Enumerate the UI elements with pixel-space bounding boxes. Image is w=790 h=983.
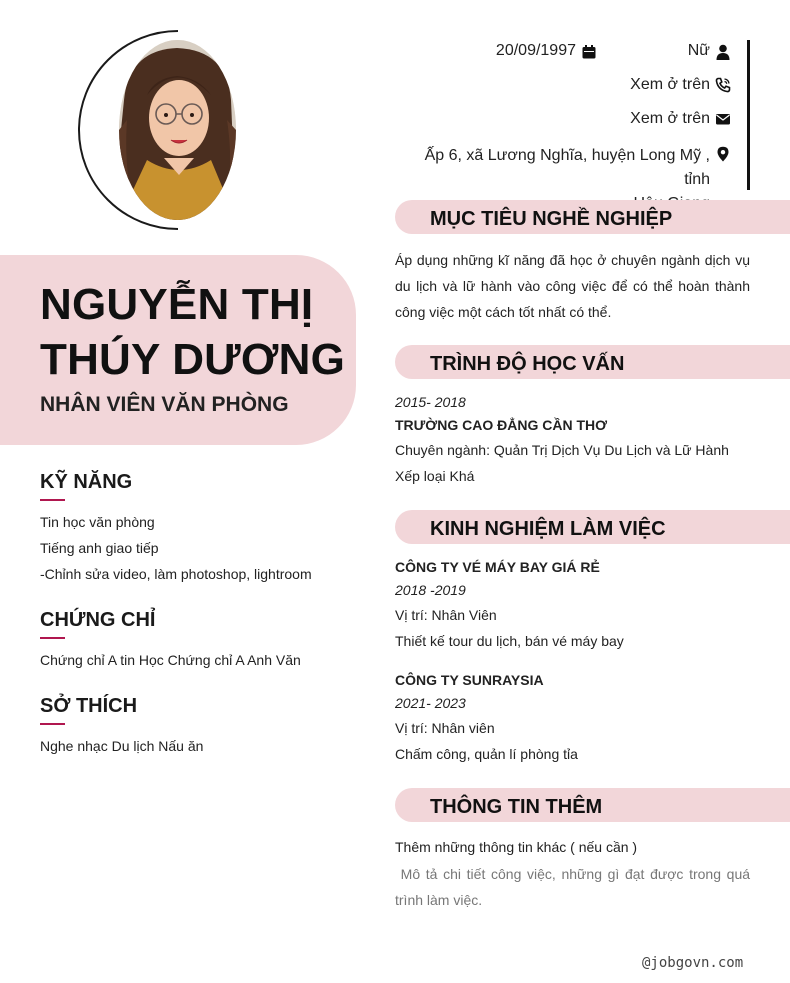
hobbies-heading: SỞ THÍCH xyxy=(40,695,138,717)
person-icon xyxy=(715,44,731,60)
job-description: Thiết kế tour du lịch, bán vé máy bay xyxy=(395,633,624,649)
contact-divider xyxy=(747,40,750,190)
full-name xyxy=(40,277,345,387)
education-major: Chuyên ngành: Quản Trị Dịch Vụ Du Lịch và Lữ Hành xyxy=(395,442,729,458)
email-icon xyxy=(715,111,731,127)
address-line-1: Ấp 6, xã Lương Nghĩa, huyện Long Mỹ , tỉnh xyxy=(424,147,710,188)
profile-photo xyxy=(119,40,236,220)
phone-icon xyxy=(715,77,731,93)
additional-line-1: Thêm những thông tin khác ( nếu cần ) xyxy=(395,839,638,855)
additional-heading: THÔNG TIN THÊM xyxy=(430,796,603,818)
footer-watermark: @jobgovn.com xyxy=(642,955,744,971)
skill-item: -Chỉnh sửa video, làm photoshop, lightroom xyxy=(40,566,312,582)
skill-item: Tiếng anh giao tiếp xyxy=(40,540,159,556)
job-position: Vị trí: Nhân Viên xyxy=(395,607,497,623)
job-position: Vị trí: Nhân viên xyxy=(395,720,495,736)
skill-item: Tin học văn phòng xyxy=(40,514,155,530)
location-icon xyxy=(715,146,731,162)
email-text[interactable]: Xem ở trên xyxy=(630,110,710,127)
objective-text: Áp dụng những kĩ năng đã học ở chuyên ngành dịch vụ du lịch và lữ hành vào công việc để có thể hoàn thành công việc một cách tốt nhất có thể. xyxy=(395,252,750,320)
education-school: TRƯỜNG CAO ĐẲNG CẦN THƠ xyxy=(395,417,608,433)
education-heading: TRÌNH ĐỘ HỌC VẤN xyxy=(430,353,625,375)
job-company: CÔNG TY VÉ MÁY BAY GIÁ RẺ xyxy=(395,559,600,575)
certificates-underline xyxy=(40,637,65,639)
profile-photo-frame xyxy=(78,30,278,230)
objective-heading: MỤC TIÊU NGHỀ NGHIỆP xyxy=(430,208,673,230)
name-banner xyxy=(0,255,356,445)
calendar-icon xyxy=(581,44,597,60)
education-period: 2015- 2018 xyxy=(395,394,466,410)
job-company: CÔNG TY SUNRAYSIA xyxy=(395,672,544,688)
job-period: 2021- 2023 xyxy=(395,695,466,711)
education-grade: Xếp loại Khá xyxy=(395,468,475,484)
gender-text: Nữ xyxy=(687,42,710,59)
skills-underline xyxy=(40,499,65,501)
certificates-text: Chứng chỉ A tin Học Chứng chỉ A Anh Văn xyxy=(40,652,301,668)
hobbies-underline xyxy=(40,723,65,725)
name-line-2: THÚY DƯƠNG xyxy=(40,335,346,384)
experience-heading: KINH NGHIỆM LÀM VIỆC xyxy=(430,518,666,540)
skills-heading: KỸ NĂNG xyxy=(40,471,133,493)
birthday-text: 20/09/1997 xyxy=(495,42,576,59)
hobbies-text: Nghe nhạc Du lịch Nấu ăn xyxy=(40,738,204,754)
job-title: NHÂN VIÊN VĂN PHÒNG xyxy=(40,393,289,416)
job-description: Chấm công, quản lí phòng tỉa xyxy=(395,746,578,762)
additional-line-2: Mô tả chi tiết công việc, những gì đạt được trong quá trình làm việc. xyxy=(395,866,754,908)
name-line-1: NGUYỄN THỊ xyxy=(40,280,314,329)
job-period: 2018 -2019 xyxy=(395,582,466,598)
phone-text[interactable]: Xem ở trên xyxy=(630,76,710,93)
certificates-heading: CHỨNG CHỈ xyxy=(40,609,156,631)
